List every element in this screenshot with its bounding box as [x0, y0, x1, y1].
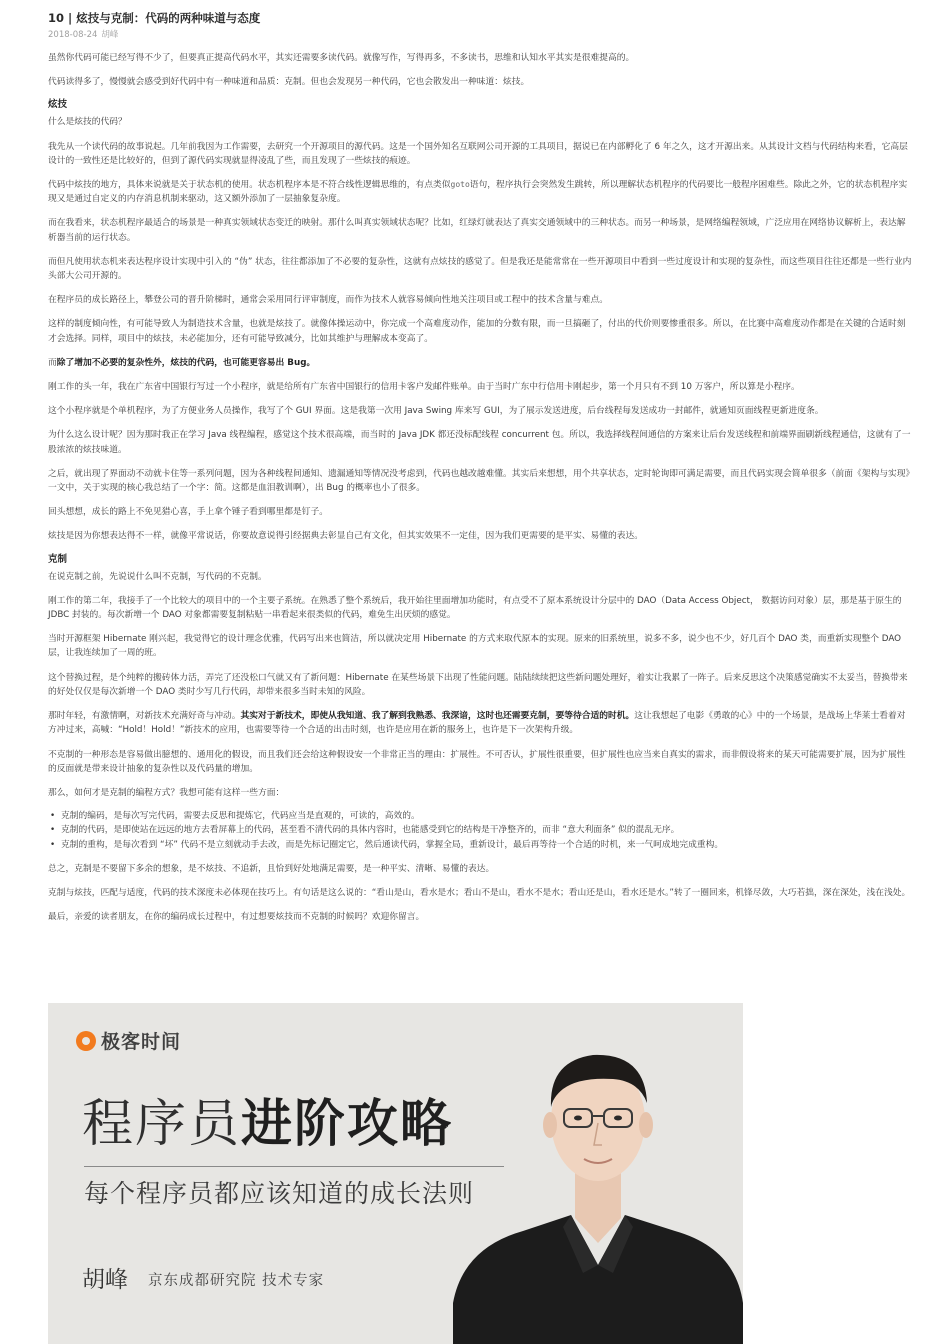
article-title: 10 | 炫技与克制：代码的两种味道与态度 [48, 11, 261, 25]
paragraph: 刚工作的头一年，我在广东省中国银行写过一个小程序，就是给所有广东省中国银行的信用卡客户发邮件账单。由于当时广东中行信用卡刚起步，第一个月只有不到 10 万客户，所以算是小程序。 [48, 382, 800, 393]
course-banner[interactable] [48, 1003, 743, 1344]
paragraph: 那时年轻，有激情啊，对新技术充满好奇与冲动。其实对于新技术，即使从我知道、我了解到我熟悉、我深谙，这时也还需要克制，要等待合适的时机。这让我想起了电影《勇敢的心》中的一个场景，是战场上华莱士看着对方冲过来，高喊：“Hold！Hold！”新技术的应用，也需要等待一个合适的出击时刻，也许是应用在新的服务上，也许是下一次架构升级。 [48, 711, 906, 736]
paragraph: 回头想想，成长的路上不免见猎心喜，手上拿个锤子看到哪里都是钉子。 [48, 507, 328, 518]
inline-code: goto [450, 180, 470, 190]
paragraph: 我先从一个读代码的故事说起。几年前我因为工作需要，去研究一个开源项目的源代码。这是一个国外知名互联网公司开源的工具项目，据说已在内部孵化了 6 年之久，这才开源出来。从其设计文档与代码结构来看，它高层设计的一致性还是比较好的，但到了源代码实现就显得凌乱了些，而且发现了一些炫技的痕迹。 [48, 141, 908, 166]
logo-text: 极客时间 [101, 1031, 182, 1053]
emphasis: 除了增加不必要的复杂性外，炫技的代码，也可能更容易出 Bug。 [56, 357, 316, 368]
paragraph: 那么，如何才是克制的编程方式？我想可能有这样一些方面： [48, 787, 285, 798]
banner-divider [84, 1166, 504, 1167]
paragraph: 刚工作的第二年，我接手了一个比较大的项目中的一个主要子系统。在熟悉了整个系统后，我开始往里面增加功能时，有点受不了原本系统设计分层中的 DAO（Data Access Object， 数据访问对象）层，那是基于原生的 JDBC 封装的。每次新增一个 DAO 对象都需要复制粘贴一串看起来很类似的代码，难免生出厌烦的感觉。 [48, 595, 902, 621]
paragraph: 而在我看来，状态机程序最适合的场景是一种真实领域状态变迁的映射。那什么叫真实领域状态呢？比如，红绿灯就表达了真实交通领域中的三种状态。而另一种场景，是网络编程领域，广泛应用在网络协议解析上，表达解析器当前的运行状态。 [48, 218, 906, 243]
instructor-role: 京东成都研究院 技术专家 [148, 1273, 325, 1289]
paragraph: 炫技是因为你想表达得不一样，就像平常说话，你要故意说得引经据典去彰显自己有文化，但其实效果不一定佳，因为我们更需要的是平实、易懂的表达。 [48, 531, 643, 542]
list-item: • 克制的编码，是每次写完代码，需要去反思和提炼它，代码应当是直观的，可读的，高效的。 [60, 809, 914, 823]
paragraph: 不克制的一种形态是容易做出臆想的、通用化的假设，而且我们还会给这种假设安一个非常正当的理由：扩展性。不可否认，扩展性很重要，但扩展性也应当来自真实的需求，而非假设将来的某天可能需要扩展，因为扩展性的反面就是带来设计抽象的复杂性以及代码量的增加。 [48, 749, 906, 774]
article-meta [48, 29, 914, 41]
article-author: 胡峰 [101, 30, 119, 40]
bullet-list [48, 809, 914, 852]
paragraph: 在说克制之前，先说说什么叫不克制，写代码的不克制。 [48, 571, 267, 582]
intro-paragraph: 虽然你代码可能已经写得不少了，但要真正提高代码水平，其实还需要多读代码。就像写作，写得再多，不多读书，思维和认知水平其实是很难提高的。 [48, 53, 635, 63]
paragraph: 在程序员的成长路径上，攀登公司的晋升阶梯时，通常会采用同行评审制度，而作为技术人就容易倾向性地关注项目或工程中的技术含量与难点。 [48, 295, 608, 306]
paragraph: 而除了增加不必要的复杂性外，炫技的代码，也可能更容易出 Bug。 [48, 357, 316, 368]
banner-subtitle: 每个程序员都应该知道的成长法则 [84, 1179, 475, 1208]
emphasis: 其实对于新技术，即使从我知道、我了解到我熟悉、我深谙，这时也还需要克制，要等待合适的时机。 [240, 711, 635, 722]
geektime-logo [76, 1027, 181, 1054]
instructor-portrait [453, 1003, 743, 1344]
paragraph: 总之，克制是不要留下多余的想象，是不炫技、不追新，且恰到好处地满足需要，是一种平实、清晰、易懂的表达。 [48, 863, 495, 874]
paragraph: 代码中炫技的地方，具体来说就是关于状态机的使用。状态机程序本是不符合线性逻辑思维的，有点类似goto语句，程序执行会突然发生跳转，所以理解状态机程序的代码要比一般程序困难些。除此之外，它的状态机程序实现又是通过自定义的内存消息机制来驱动，这又额外添加了一层抽象复杂度。 [48, 180, 908, 205]
banner-title: 程序员进阶攻略 [82, 1095, 454, 1154]
intro-paragraph: 代码读得多了，慢慢就会感受到好代码中有一种味道和品质：克制。但也会发现另一种代码，它也会散发出一种味道：炫技。 [48, 77, 530, 88]
paragraph: 克制与炫技，匹配与适度，代码的技术深度未必体现在技巧上。有句话是这么说的：“看山是山，看水是水；看山不是山，看水不是水；看山还是山，看水还是水。”转了一圈回来，机锋尽敛，大巧若拙，深在深处，浅在浅处。 [48, 887, 911, 898]
paragraph: 为什么这么设计呢？因为那时我正在学习 Java 线程编程，感觉这个技术很高端，而当时的 Java JDK 都还没标配线程 concurrent 包。所以，我选择线程间通信的方案来让后台发送线程和前端界面刷新线程通信，这就有了一股浓浓的炫技味道。 [48, 430, 911, 455]
geektime-logo-icon [76, 1031, 96, 1051]
article-date: 2018-08-24 [48, 30, 98, 40]
paragraph: 这个替换过程，是个纯粹的搬砖体力活，弄完了还没松口气就又有了新问题：Hibernate 在某些场景下出现了性能问题。陆陆续续把这些新问题处理好，着实让我累了一阵子。后来反思这个决策感觉确实不太妥当，替换带来的好处仅仅是每次新增一个 DAO 类时少写几行代码，却带来很多当时未知的风险。 [48, 672, 908, 697]
instructor-name: 胡峰 [82, 1267, 128, 1293]
paragraph: 这个小程序就是个单机程序，为了方便业务人员操作，我写了个 GUI 界面。这是我第一次用 Java Swing 库来写 GUI，为了展示发送进度，后台线程每发送成功一封邮件，就通知页面线程更新进度条。 [48, 406, 824, 417]
paragraph: 当时开源框架 Hibernate 刚兴起，我觉得它的设计理念优雅，代码写出来也简洁，所以就决定用 Hibernate 的方式来取代原本的实现。原来的旧系统里，说多不多，说少也不少，好几百个 DAO 类，而重新实现整个 DAO 层，让我连续加了一周的班。 [48, 634, 902, 659]
paragraph: 这样的制度倾向性，有可能导致人为制造技术含量，也就是炫技了。就像体操运动中，你完成一个高难度动作，能加的分数有限，而一旦搞砸了，付出的代价则要惨重很多。所以，在比赛中高难度动作都是在关键的合适时刻才会选择。同样，项目中的炫技，未必能加分，还有可能导致减分，比如其维护与理解成本变高了。 [48, 319, 906, 344]
paragraph: 而但凡使用状态机来表达程序设计实现中引入的 “伪” 状态，往往都添加了不必要的复杂性，这就有点炫技的感觉了。但是我还是能常常在一些开源项目中看到一些过度设计和实现的复杂性，而这些项目往往还都是一些行业内头部大公司开源的。 [48, 256, 912, 282]
paragraph: 什么是炫技的代码？ [48, 117, 127, 128]
article [48, 0, 914, 924]
list-item: • 克制的重构，是每次看到 “坏” 代码不是立刻就动手去改，而是先标记圈定它，然后通读代码，掌握全局，重新设计，最后再等待一个合适的时机，来一气呵成地完成重构。 [60, 838, 914, 852]
paragraph: 最后，亲爱的读者朋友，在你的编码成长过程中，有过想要炫技而不克制的时候吗？欢迎你留言。 [48, 912, 425, 923]
paragraph: 之后，就出现了界面动不动就卡住等一系列问题，因为各种线程间通知、遗漏通知等情况没考虑到，代码也越改越难懂。其实后来想想，用个共享状态，定时轮询即可满足需要，而且代码实现会简单很多（前面《架构与实现》一文中，关于实现的核心我总结了一个字：简。这都是血泪教训啊），出 Bug 的概率也小了很多。 [48, 468, 910, 494]
section-heading-showoff: 炫技 [48, 99, 68, 111]
section-heading-restraint: 克制 [48, 553, 68, 565]
list-item: • 克制的代码，是即使站在远远的地方去看屏幕上的代码，甚至看不清代码的具体内容时，也能感受到它的结构是干净整齐的，而非 “意大利面条” 似的混乱无序。 [60, 823, 914, 837]
